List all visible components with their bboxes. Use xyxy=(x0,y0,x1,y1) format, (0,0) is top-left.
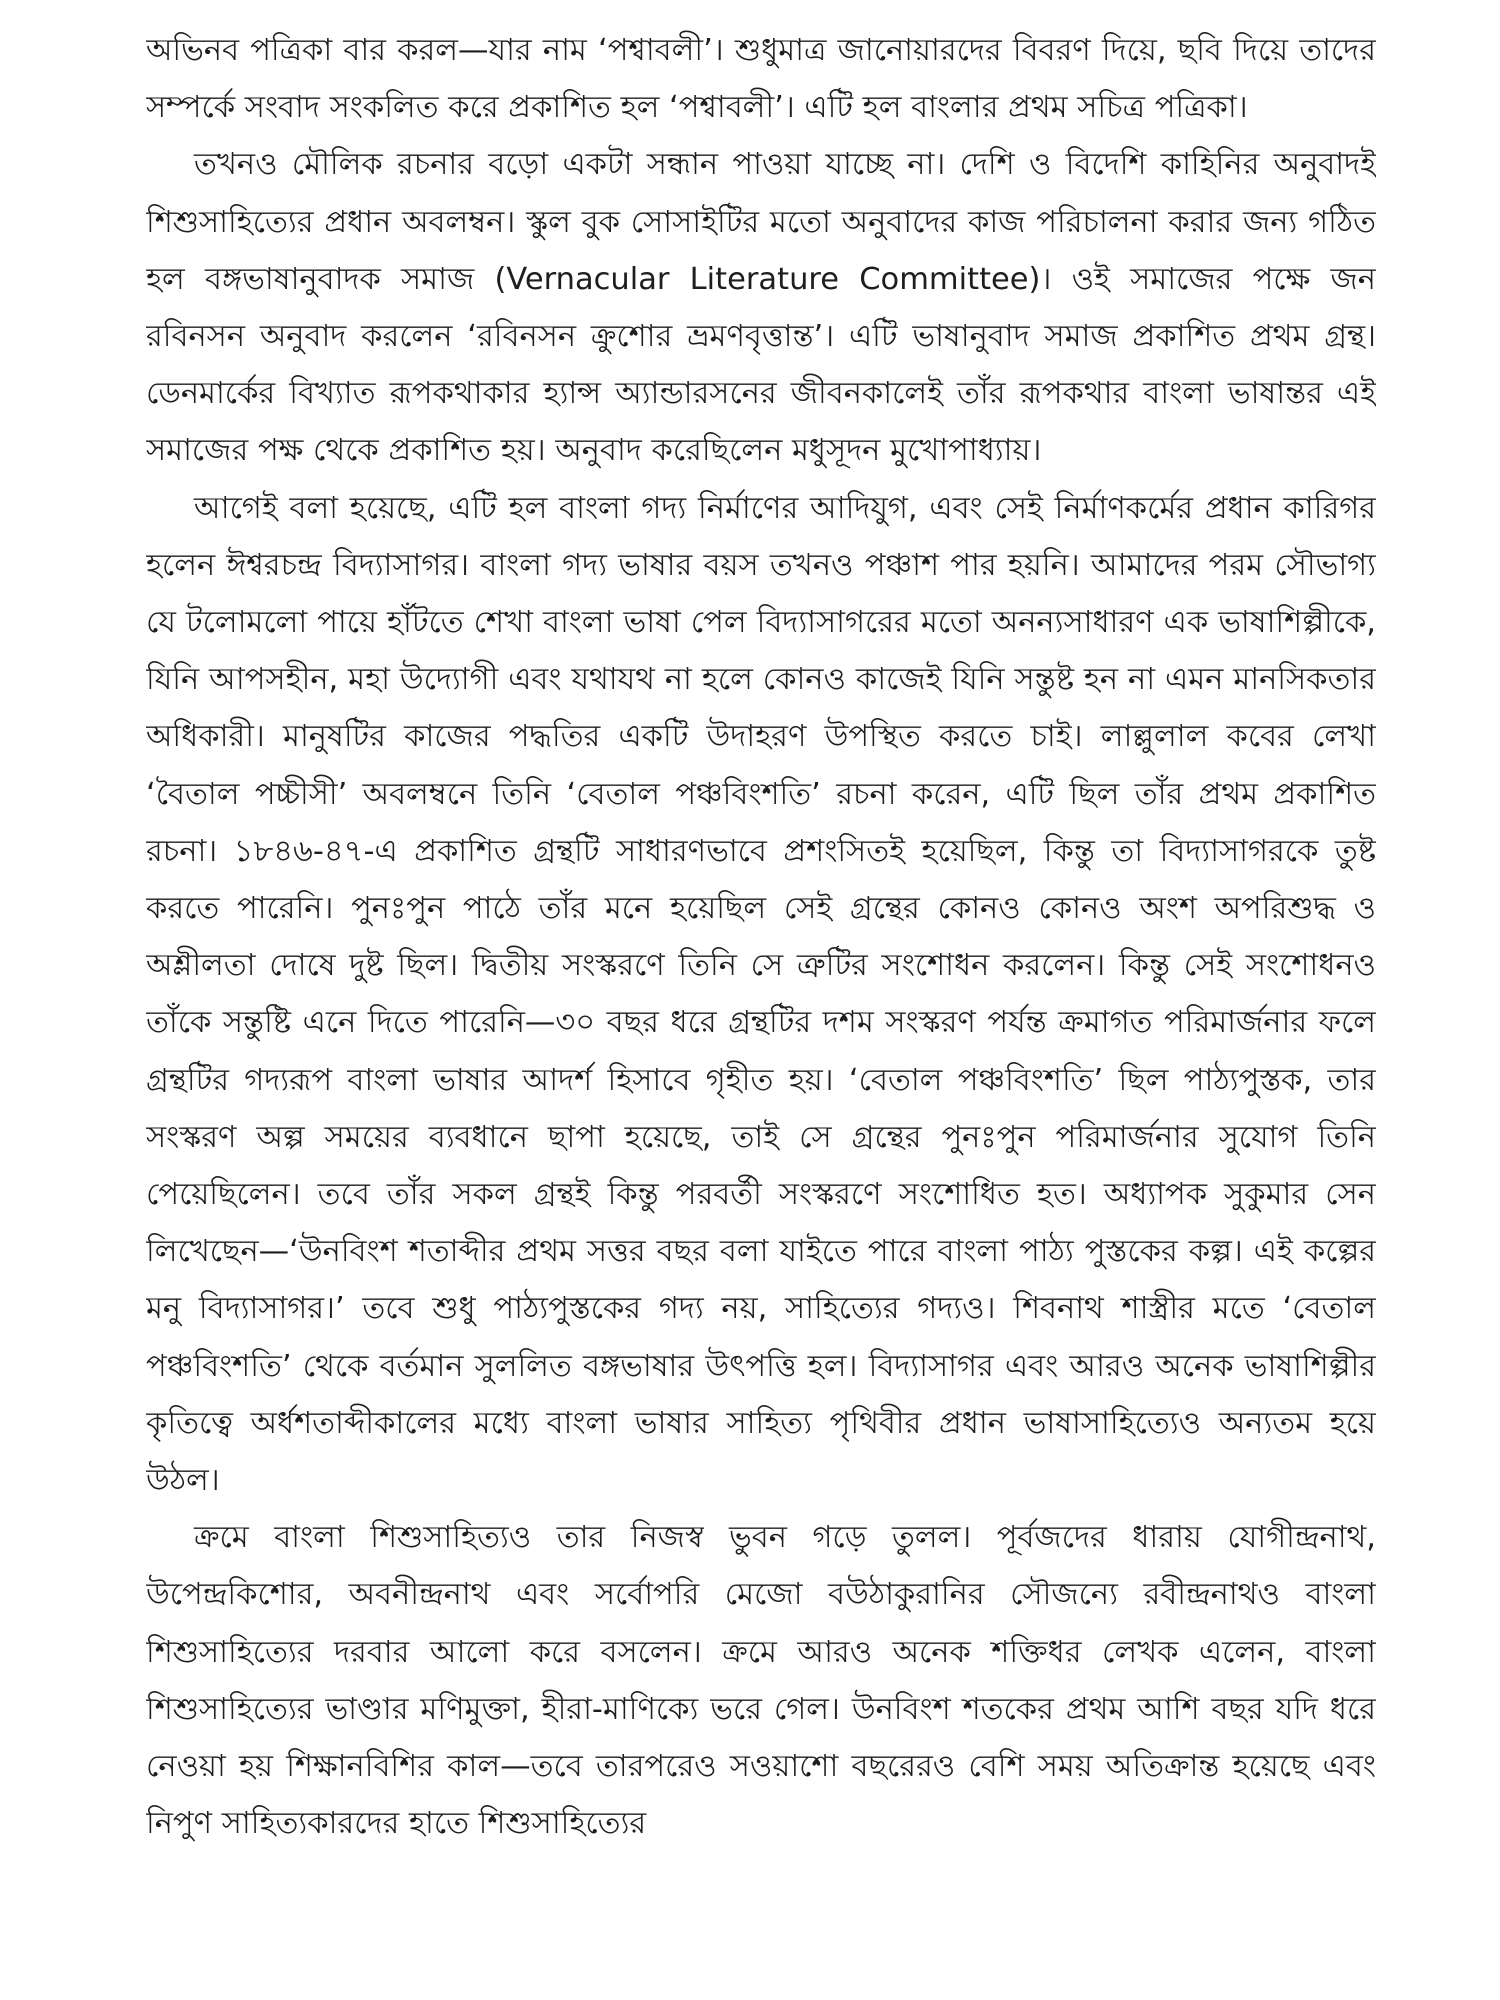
paragraph-1: অভিনব পত্রিকা বার করল—যার নাম ‘পশ্বাবলী’। শুধুমাত্র জানোয়ারদের বিবরণ দিয়ে, ছবি দিয়ে তাদের সম্পর্কে সংবাদ সংকলিত করে প্রকাশিত হল ‘পশ্বাবলী’। এটি হল বাংলার প্রথম সচিত্র পত্রিকা। xyxy=(146,33,1376,126)
paragraph-3: আগেই বলা হয়েছে, এটি হল বাংলা গদ্য নির্মাণের আদিযুগ, এবং সেই নির্মাণকর্মের প্রধান কারিগর হলেন ঈশ্বরচন্দ্র বিদ্যাসাগর। বাংলা গদ্য ভাষার বয়স তখনও পঞ্চাশ পার হয়নি। আমাদের পরম সৌভাগ্য যে টলোমলো পায়ে হাঁটতে শেখা বাংলা ভাষা পেল বিদ্যাসাগরের মতো অনন্যসাধারণ এক ভাষাশিল্পীকে, যিনি আপসহীন, মহা উদ্যোগী এবং যথাযথ না হলে কোনও কাজেই যিনি সন্তুষ্ট হন না এমন মানসিকতার অধিকারী। মানুষটির কাজের পদ্ধতির একটি উদাহরণ উপস্থিত করতে চাই। লাল্লুলাল কবের লেখা ‘বৈতাল পচ্চীসী’ অবলম্বনে তিনি ‘বেতাল পঞ্চবিংশতি’ রচনা করেন, এটি ছিল তাঁর প্রথম প্রকাশিত রচনা। ১৮৪৬-৪৭-এ প্রকাশিত গ্রন্থটি সাধারণভাবে প্রশংসিতই হয়েছিল, কিন্তু তা বিদ্যাসাগরকে তুষ্ট করতে পারেনি। পুনঃপুন পাঠে তাঁর মনে হয়েছিল সেই গ্রন্থের কোনও কোনও অংশ অপরিশুদ্ধ ও অশ্লীলতা দোষে দুষ্ট ছিল। দ্বিতীয় সংস্করণে তিনি সে ত্রুটির সংশোধন করলেন। কিন্তু সেই সংশোধনও তাঁকে সন্তুষ্টি এনে দিতে পারেনি—৩০ বছর ধরে গ্রন্থটির দশম সংস্করণ পর্যন্ত ক্রমাগত পরিমার্জনার ফলে গ্রন্থটির গদ্যরূপ বাংলা ভাষার আদর্শ হিসাবে গৃহীত হয়। ‘বেতাল পঞ্চবিংশতি’ ছিল পাঠ্যপুস্তক, তার সংস্করণ অল্প সময়ের ব্যবধানে ছাপা হয়েছে, তাই সে গ্রন্থের পুনঃপুন পরিমার্জনার সুযোগ তিনি পেয়েছিলেন। তবে তাঁর সকল গ্রন্থই কিন্তু পরবর্তী সংস্করণে সংশোধিত হত। অধ্যাপক সুকুমার সেন লিখেছেন—‘উনবিংশ শতাব্দীর প্রথম সত্তর বছর বলা যাইতে পারে বাংলা পাঠ্য পুস্তকের কল্প। এই কল্পের মনু বিদ্যাসাগর।’ তবে শুধু পাঠ্যপুস্তকের গদ্য নয়, সাহিত্যের গদ্যও। শিবনাথ শাস্ত্রীর মতে ‘বেতাল পঞ্চবিংশতি’ থেকে বর্তমান সুললিত বঙ্গভাষার উৎপত্তি হল। বিদ্যাসাগর এবং আরও অনেক ভাষাশিল্পীর কৃতিত্বে অর্ধশতাব্দীকালের মধ্যে বাংলা ভাষার সাহিত্য পৃথিবীর প্রধান ভাষাসাহিত্যেও অন্যতম হয়ে উঠল। xyxy=(146,490,1376,1499)
document-page xyxy=(146,22,1376,1982)
paragraph-4: ক্রমে বাংলা শিশুসাহিত্যও তার নিজস্ব ভুবন গড়ে তুলল। পূর্বজদের ধারায় যোগীন্দ্রনাথ, উপেন্দ্রকিশোর, অবনীন্দ্রনাথ এবং সর্বোপরি মেজো বউঠাকুরানির সৌজন্যে রবীন্দ্রনাথও বাংলা শিশুসাহিত্যের দরবার আলো করে বসলেন। ক্রমে আরও অনেক শক্তিধর লেখক এলেন, বাংলা শিশুসাহিত্যের ভাণ্ডার মণিমুক্তা, হীরা-মাণিক্যে ভরে গেল। উনবিংশ শতকের প্রথম আশি বছর যদি ধরে নেওয়া হয় শিক্ষানবিশির কাল—তবে তারপরেও সওয়াশো বছরেরও বেশি সময় অতিক্রান্ত হয়েছে এবং নিপুণ সাহিত্যকারদের হাতে শিশুসাহিত্যের xyxy=(146,1520,1376,1842)
paragraph-2: তখনও মৌলিক রচনার বড়ো একটা সন্ধান পাওয়া যাচ্ছে না। দেশি ও বিদেশি কাহিনির অনুবাদই শিশুসাহিত্যের প্রধান অবলম্বন। স্কুল বুক সোসাইটির মতো অনুবাদের কাজ পরিচালনা করার জন্য গঠিত হল বঙ্গভাষানুবাদক সমাজ (Vernacular Literature Committee)। ওই সমাজের পক্ষে জন রবিনসন অনুবাদ করলেন ‘রবিনসন ক্রুশোর ভ্রমণবৃত্তান্ত’। এটি ভাষানুবাদ সমাজ প্রকাশিত প্রথম গ্রন্থ। ডেনমার্কের বিখ্যাত রূপকথাকার হ্যান্স অ্যান্ডারসনের জীবনকালেই তাঁর রূপকথার বাংলা ভাষান্তর এই সমাজের পক্ষ থেকে প্রকাশিত হয়। অনুবাদ করেছিলেন মধুসূদন মুখোপাধ্যায়। xyxy=(146,147,1376,469)
